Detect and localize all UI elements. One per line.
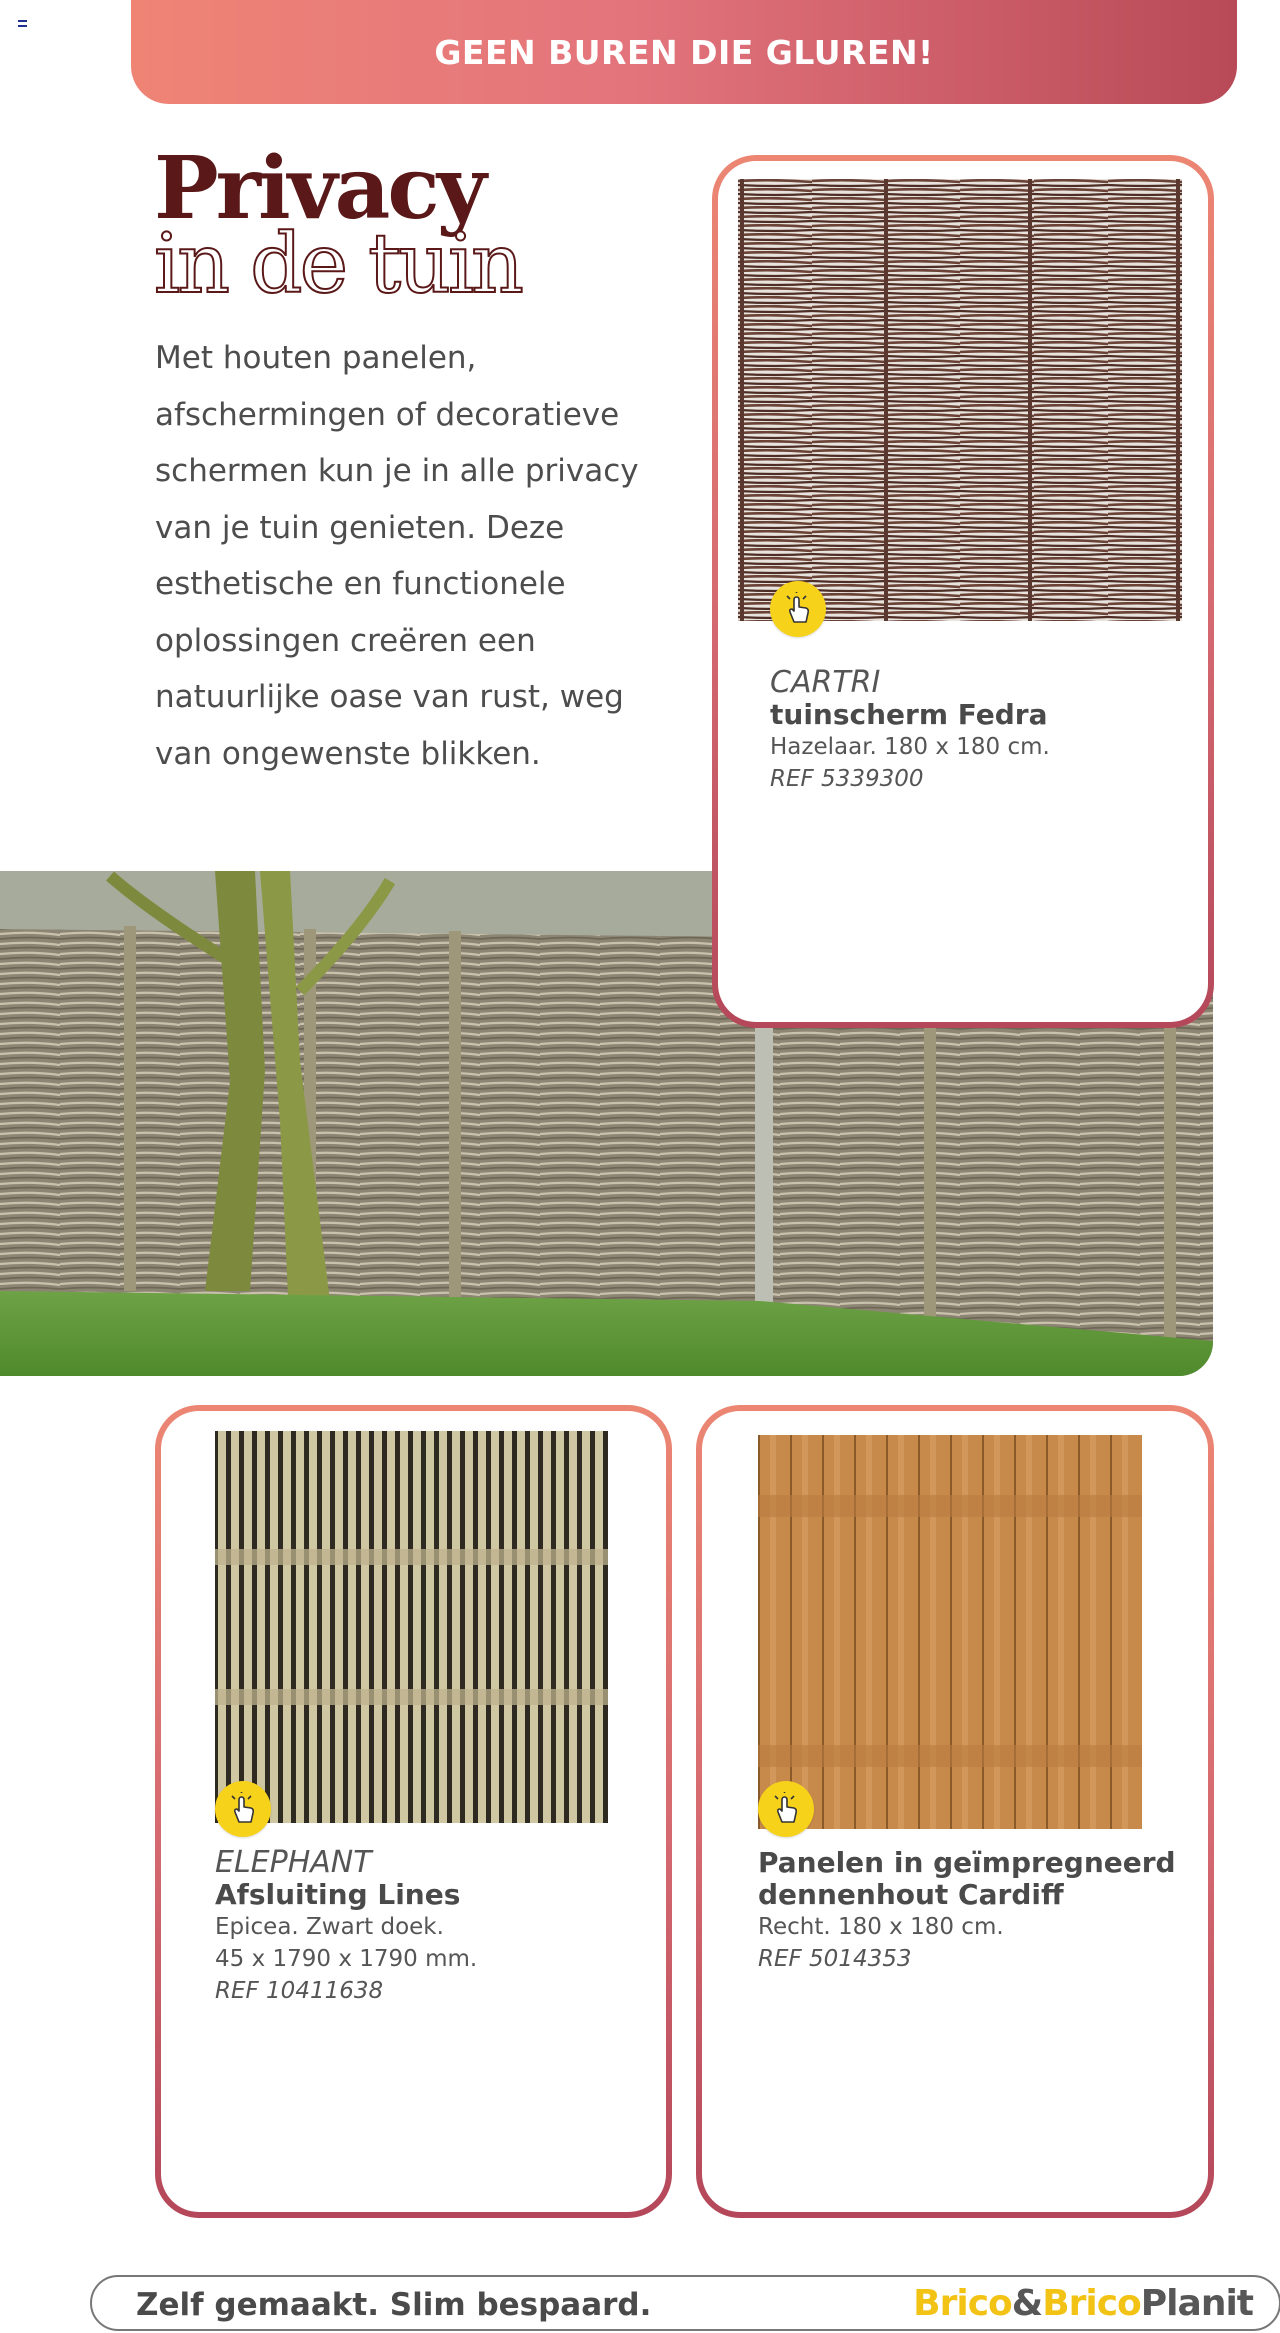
product-detail: Recht. 180 x 180 cm.: [758, 1914, 1004, 1940]
logo-ampersand: &: [1011, 2283, 1043, 2324]
product-image-fedra[interactable]: [738, 179, 1182, 621]
product-info-fedra: [770, 667, 1190, 795]
product-name: Panelen in geïmpregneerd: [758, 1846, 1176, 1879]
product-info-lines: [215, 1847, 655, 2007]
product-card-cardiff[interactable]: [696, 1405, 1214, 2218]
tap-hand-icon[interactable]: [758, 1781, 814, 1837]
logo-part-3: Planit: [1140, 2283, 1253, 2324]
product-image-lines[interactable]: [215, 1431, 608, 1823]
logo-part-2: Brico: [1042, 2283, 1141, 2324]
product-ref: REF 10411638: [215, 1978, 384, 2004]
title-line-1: Privacy: [154, 138, 484, 239]
product-info-cardiff: [758, 1847, 1198, 1975]
title-line-2: in de tuin: [154, 217, 521, 312]
footer-slogan: Zelf gemaakt. Slim bespaard.: [136, 2287, 652, 2323]
banner-text: GEEN BUREN DIE GLUREN!: [434, 32, 934, 72]
top-banner: [131, 0, 1237, 104]
logo-part-1: Brico: [913, 2283, 1012, 2324]
intro-paragraph: Met houten panelen, afschermingen of decoratieve schermen kun je in alle privacy van je tuin genieten. Deze esthetische en functionele oplossingen creëren een natuurlijke oase van rust, weg van ongewenste blikken.: [155, 340, 639, 772]
product-name: dennenhout Cardiff: [758, 1878, 1064, 1911]
product-ref: REF 5339300: [770, 766, 924, 792]
product-image-cardiff[interactable]: [758, 1435, 1142, 1829]
product-ref: REF 5014353: [758, 1946, 912, 1972]
product-name: tuinscherm Fedra: [770, 698, 1048, 731]
product-brand: ELEPHANT: [215, 1845, 372, 1880]
menu-icon[interactable]: [18, 20, 27, 27]
product-detail: 45 x 1790 x 1790 mm.: [215, 1946, 478, 1972]
product-brand: CARTRI: [770, 665, 881, 700]
product-detail: Hazelaar. 180 x 180 cm.: [770, 734, 1050, 760]
brico-logo[interactable]: [913, 2283, 1253, 2324]
tap-hand-icon[interactable]: [215, 1781, 271, 1837]
product-detail: Epicea. Zwart doek.: [215, 1914, 444, 1940]
page-title: [154, 138, 521, 312]
tap-hand-icon[interactable]: [770, 581, 826, 637]
product-name: Afsluiting Lines: [215, 1878, 461, 1911]
product-card-fedra[interactable]: [712, 155, 1214, 1028]
product-card-lines[interactable]: [155, 1405, 672, 2218]
footer-bar: [90, 2275, 1280, 2331]
